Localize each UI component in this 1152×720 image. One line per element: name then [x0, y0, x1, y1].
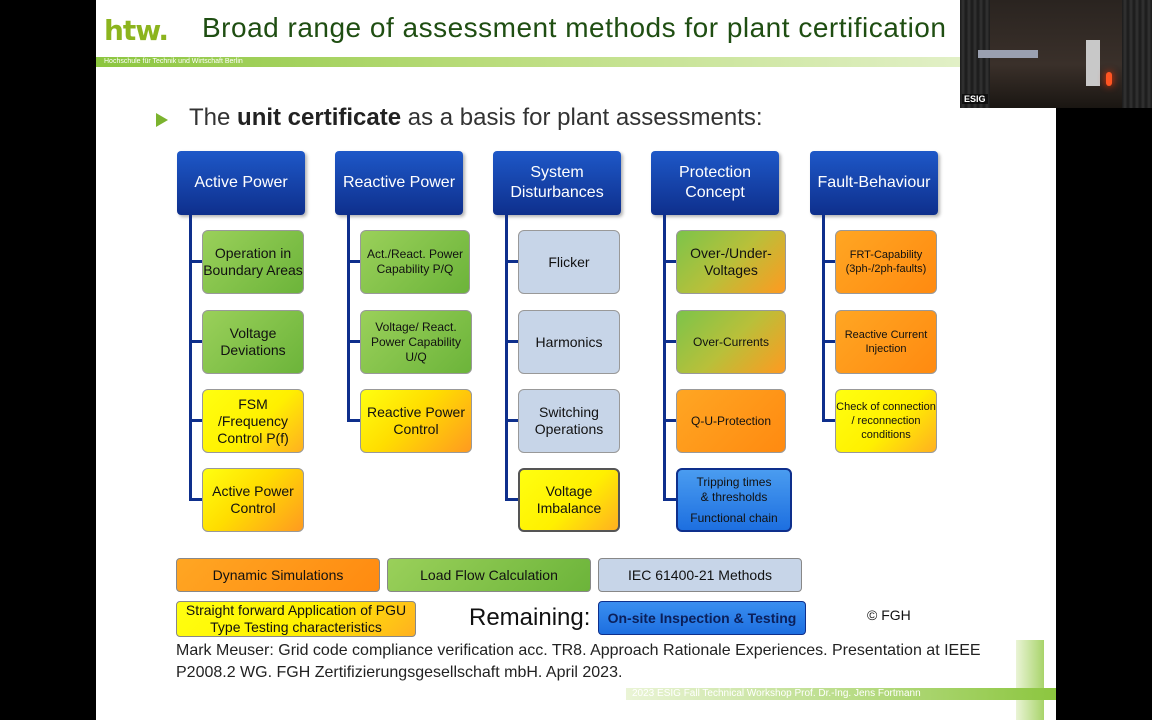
item-harmonics: Harmonics: [518, 310, 620, 374]
item-over-currents: Over-Currents: [676, 310, 786, 374]
slide-heading: The unit certificate as a basis for plant assessments:: [189, 104, 763, 131]
remaining-label: Remaining:: [469, 604, 591, 631]
video-label: ESIG: [964, 94, 986, 104]
item-pq-capability: Act./React. Power Capability P/Q: [360, 230, 470, 294]
item-uq-capability: Voltage/ React. Power Capability U/Q: [360, 310, 472, 374]
tripping-times-label: Tripping times & thresholds: [696, 474, 772, 504]
item-reactive-current-injection: Reactive Current Injection: [835, 310, 937, 374]
item-voltage-deviations: Voltage Deviations: [202, 310, 304, 374]
item-q-u-protection: Q-U-Protection: [676, 389, 786, 453]
slide: [96, 0, 1056, 720]
htw-logo: htw.: [104, 14, 169, 47]
legend-load-flow-calculation: Load Flow Calculation: [387, 558, 591, 592]
column-header-reactive-power: Reactive Power: [335, 151, 463, 215]
citation: Mark Meuser: Grid code compliance verification acc. TR8. Approach Rationale Experiences. Presentation at IEEE P2008.2 WG. FGH Zertifizierungsgesellschaft mbH. April 2023.: [176, 642, 981, 681]
panel-table: [978, 50, 1038, 58]
column-header-protection-concept: Protection Concept: [651, 151, 779, 215]
column-header-fault-behaviour: Fault-Behaviour: [810, 151, 938, 215]
connector-line: [189, 215, 192, 501]
item-switching-operations: Switching Operations: [518, 389, 620, 453]
legend-straight-forward-application: Straight forward Application of PGU Type Testing characteristics: [176, 601, 416, 637]
stage-light: [1106, 72, 1112, 86]
copyright: © FGH: [867, 607, 911, 623]
institution-name: Hochschule für Technik und Wirtschaft Berlin: [104, 58, 243, 65]
item-active-power-control: Active Power Control: [202, 468, 304, 532]
item-operation-boundary: Operation in Boundary Areas: [202, 230, 304, 294]
slide-title: Broad range of assessment methods for plant certification: [202, 12, 947, 43]
item-over-under-voltages: Over-/Under-Voltages: [676, 230, 786, 294]
item-reactive-power-control: Reactive Power Control: [360, 389, 472, 453]
item-voltage-imbalance: Voltage Imbalance: [518, 468, 620, 532]
footer-text: 2023 ESIG Fall Technical Workshop Prof. Dr.-Ing. Jens Fortmann: [632, 688, 921, 699]
item-fsm-frequency-control: FSM /Frequency Control P(f): [202, 389, 304, 453]
bullet-arrow-icon: [156, 113, 168, 127]
item-connection-conditions: Check of connection / reconnection conditions: [835, 389, 937, 453]
podium: [1086, 40, 1100, 86]
legend-on-site-inspection: On-site Inspection & Testing: [598, 601, 806, 635]
column-header-system-disturbances: System Disturbances: [493, 151, 621, 215]
item-tripping-functional-chain: [676, 468, 792, 532]
item-flicker: Flicker: [518, 230, 620, 294]
decorative-stripe: [1016, 640, 1044, 720]
column-header-active-power: Active Power: [177, 151, 305, 215]
item-frt-capability: FRT-Capability (3ph-/2ph-faults): [835, 230, 937, 294]
legend-dynamic-simulations: Dynamic Simulations: [176, 558, 380, 592]
legend-iec-methods: IEC 61400-21 Methods: [598, 558, 802, 592]
functional-chain-label: Functional chain: [690, 510, 778, 525]
presenter-video[interactable]: [960, 0, 1152, 108]
